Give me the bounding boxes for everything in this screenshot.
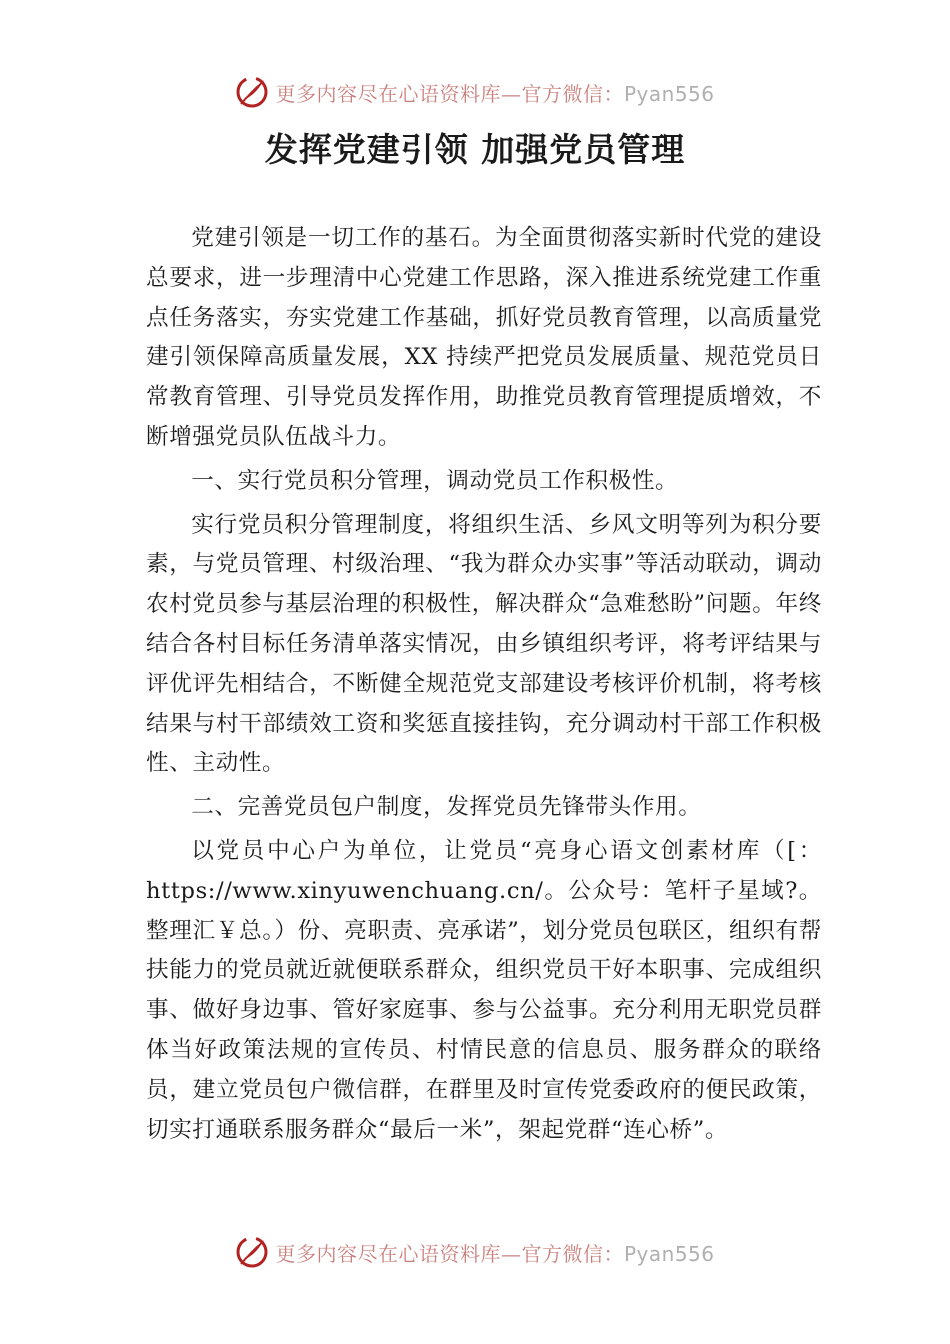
banner-brand: 更多内容尽在心语资料库 <box>275 1241 501 1266</box>
banner-brand: 更多内容尽在心语资料库 <box>275 81 501 106</box>
paragraph-section-1: 实行党员积分管理制度，将组织生活、乡风文明等列为积分要素，与党员管理、村级治理、“我为群众办实事”等活动联动，调动农村党员参与基层治理的积极性，解决群众“急难愁盼”问题。年终结合各村目标任务清单落实情况，由乡镇组织考评，将考评结果与评优评先相结合，不断健全规范党支部建设考核评价机制，将考核结果与村干部绩效工资和奖惩直接挂钩，充分调动村干部工作积极性、主动性。 <box>146 511 822 777</box>
section-heading-1: 一、实行党员积分管理，调动党员工作积极性。 <box>191 467 679 494</box>
banner-dash: — <box>500 81 522 106</box>
banner-wechat-id: Pyan556 <box>623 81 715 106</box>
quill-pen-logo-icon <box>235 75 269 109</box>
section-heading-2: 二、完善党员包户制度，发挥党员先锋带头作用。 <box>191 794 702 821</box>
paragraph-intro: 党建引领是一切工作的基石。为全面贯彻落实新时代党的建设总要求，进一步理清中心党建工作思路，深入推进系统党建工作重点任务落实，夯实党建工作基础，抓好党员教育管理，以高质量党建引领保障高质量发展，XX 持续严把党员发展质量、规范党员日常教育管理、引导党员发挥作用，助推党员教育管理提质增效，不断增强党员队伍战斗力。 <box>146 225 822 450</box>
banner-wechat-label: 官方微信： <box>521 81 624 106</box>
document-body <box>146 219 822 1150</box>
banner-wechat-label: 官方微信： <box>521 1241 624 1266</box>
banner-dash: — <box>500 1241 522 1266</box>
document-title: 发挥党建引领 加强党员管理 <box>264 130 686 169</box>
banner-wechat-id: Pyan556 <box>623 1241 715 1266</box>
paragraph-section-2: 以党员中心户为单位，让党员“亮身心语文创素材库（[：https://www.xinyuwenchuang.cn/。公众号：笔杆子星域?。整理汇￥总。）份、亮职责、亮承诺”，划分党员包联区，组织有帮扶能力的党员就近就便联系群众，组织党员干好本职事、完成组织事、做好身边事、管好家庭事、参与公益事。充分利用无职党员群体当好政策法规的宣传员、村情民意的信息员、服务群众的联络员，建立党员包户微信群，在群里及时宣传党委政府的便民政策， 切实打通联系服务群众“最后一米”，架起党群“连心桥”。 <box>146 837 822 1143</box>
quill-pen-logo-icon <box>235 1235 269 1269</box>
footer-banner <box>0 1232 950 1272</box>
banner-text <box>275 1238 714 1267</box>
header-banner <box>0 72 950 112</box>
banner-text <box>275 78 714 107</box>
